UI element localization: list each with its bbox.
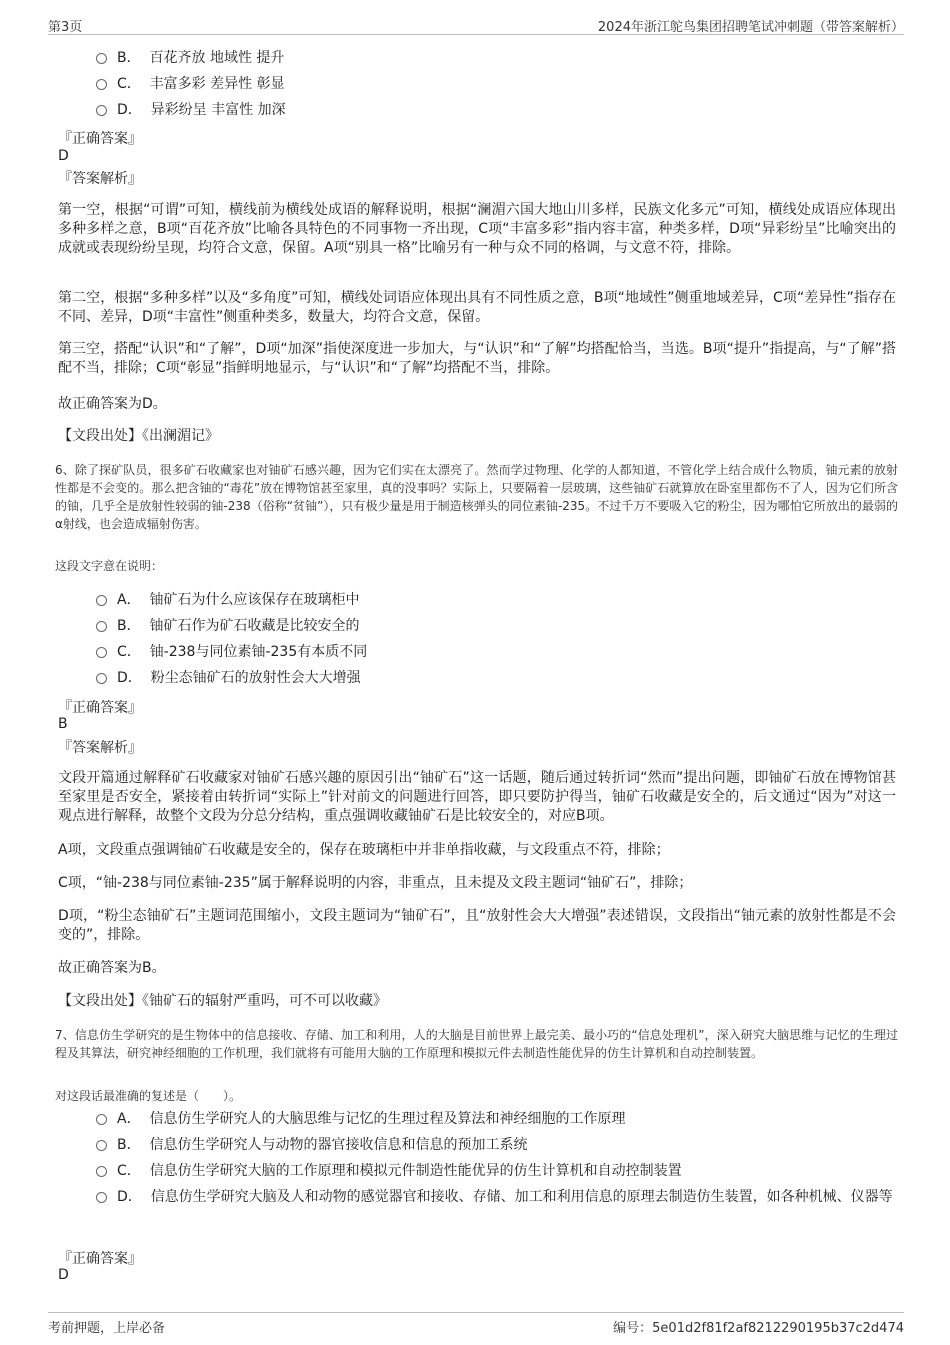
- q7-question: 对这段话最准确的复述是（ ）。: [55, 1089, 242, 1103]
- page-footer: [48, 1312, 904, 1337]
- q5-analysis-p1: 第一空，根据“可谓”可知，横线前为横线处成语的解释说明，根据“澜湄六国大地山川多样，民族文化多元”可知，横线处成语应体现出多种多样之意，B项“百花齐放”比喻各具特色的不同事物一齐出现，C项“丰富多彩”指内容丰富，种类多样，D项“异彩纷呈”比喻突出的成就或表现纷纷呈现，均符合文意，保留。A项“别具一格”比喻另有一种与众不同的格调，与文意不符，排除。: [58, 202, 896, 256]
- q7-answer-label: 『正确答案』: [58, 1251, 142, 1267]
- q7-option-a[interactable]: A． 信息仿生学研究人的大脑思维与记忆的生理过程及算法和神经细胞的工作原理: [96, 1109, 894, 1129]
- q6-analysis-p3: C项，“铀-238与同位素铀-235”属于解释说明的内容，非重点，且未提及文段主题词“铀矿石”，排除；: [58, 875, 693, 891]
- footer-slogan: 考前押题，上岸必备: [48, 1321, 166, 1336]
- page-header: [48, 14, 904, 35]
- q5-conclusion: 故正确答案为D。: [58, 396, 167, 412]
- q6-stem: 6、除了探矿队员，很多矿石收藏家也对铀矿石感兴趣，因为它们实在太漂亮了。然而学过物理、化学的人都知道，不管化学上结合成什么物质，铀元素的放射性都是不会变的。那么把含铀的“毒花”放在博物馆甚至家里，真的没事吗？实际上，只要隔着一层玻璃，这些铀矿石就算放在卧室里都伤不了人，因为它们所含的铀，几乎全是放射性较弱的铀-238（俗称“贫铀”），只有极少量是用于制造核弹头的同位素铀-235。不过千万不要吸入它的粉尘，因为哪怕它所放出的最弱的α射线，也会造成辐射伤害。: [55, 463, 898, 531]
- q7-option-b[interactable]: B． 信息仿生学研究人与动物的器官接收信息和信息的预加工系统: [96, 1135, 894, 1155]
- q6-source: 【文段出处】《铀矿石的辐射严重吗，可不可以收藏》: [58, 993, 387, 1009]
- q7-answer: D: [58, 1267, 69, 1283]
- q7-stem: 7、信息仿生学研究的是生物体中的信息接收、存储、加工和利用，人的大脑是目前世界上最完美、最小巧的“信息处理机”，深入研究大脑思维与记忆的生理过程及其算法，研究神经细胞的工作机理，我们就将有可能用大脑的工作原理和模拟元件去制造性能优异的仿生计算机和自动控制装置。: [55, 1028, 898, 1060]
- q6-option-b[interactable]: B． 铀矿石作为矿石收藏是比较安全的: [96, 616, 360, 636]
- q6-analysis-p4: D项，“粉尘态铀矿石”主题词范围缩小，文段主题词为“铀矿石”，且“放射性会大大增强”表述错误，文段指出“铀元素的放射性都是不会变的”，排除。: [58, 908, 896, 943]
- q6-option-c[interactable]: C． 铀-238与同位素铀-235有本质不同: [96, 642, 367, 662]
- q6-conclusion: 故正确答案为B。: [58, 960, 166, 976]
- radio-icon[interactable]: [96, 673, 107, 684]
- document-id: 编号：5e01d2f81f2af8212290195b37c2d474: [613, 1321, 904, 1336]
- radio-icon[interactable]: [96, 79, 107, 90]
- q7-option-c[interactable]: C． 信息仿生学研究大脑的工作原理和模拟元件制造性能优异的仿生计算机和自动控制装置: [96, 1161, 894, 1181]
- q5-source: 【文段出处】《出澜湄记》: [58, 428, 219, 444]
- radio-icon[interactable]: [96, 1140, 107, 1151]
- document-title: 2024年浙江鸵鸟集团招聘笔试冲刺题（带答案解析）: [597, 20, 904, 35]
- radio-icon[interactable]: [96, 1114, 107, 1125]
- radio-icon[interactable]: [96, 1166, 107, 1177]
- q5-answer: D: [58, 148, 69, 164]
- q5-analysis-p2: 第二空，根据“多种多样”以及“多角度”可知，横线处词语应体现出具有不同性质之意，B项“地域性”侧重地域差异，C项“差异性”指存在不同、差异，D项“丰富性”侧重种类多，数量大，均符合文意，保留。: [58, 290, 896, 325]
- q5-option-c[interactable]: C． 丰富多彩 差异性 彰显: [96, 74, 285, 94]
- q5-option-d[interactable]: D． 异彩纷呈 丰富性 加深: [96, 100, 286, 120]
- q5-option-b[interactable]: B． 百花齐放 地域性 提升: [96, 48, 284, 68]
- radio-icon[interactable]: [96, 1192, 107, 1203]
- q6-analysis-p2: A项，文段重点强调铀矿石收藏是安全的，保存在玻璃柜中并非单指收藏，与文段重点不符，排除；: [58, 842, 670, 858]
- q6-question: 这段文字意在说明：: [55, 559, 164, 573]
- page-number: 第3页: [48, 20, 83, 35]
- q6-analysis-label: 『答案解析』: [58, 740, 142, 756]
- q7-option-d[interactable]: D． 信息仿生学研究大脑及人和动物的感觉器官和接收、存储、加工和利用信息的原理去制造仿生装置，如各种机械、仪器等: [96, 1187, 894, 1207]
- radio-icon[interactable]: [96, 621, 107, 632]
- radio-icon[interactable]: [96, 53, 107, 64]
- q6-answer-label: 『正确答案』: [58, 700, 142, 716]
- q6-analysis-p1: 文段开篇通过解释矿石收藏家对铀矿石感兴趣的原因引出“铀矿石”这一话题，随后通过转折词“然而”提出问题，即铀矿石放在博物馆甚至家里是否安全，紧接着由转折词“实际上”针对前文的问题进行回答，即只要防护得当，铀矿石收藏是安全的，后文通过“因为”对这一观点进行解释，故整个文段为分总分结构，重点强调收藏铀矿石是比较安全的，对应B项。: [58, 770, 896, 824]
- q5-answer-label: 『正确答案』: [58, 131, 142, 147]
- q5-analysis-p3: 第三空，搭配“认识”和“了解”，D项“加深”指使深度进一步加大，与“认识”和“了解”均搭配恰当，当选。B项“提升”指提高，与“了解”搭配不当，排除；C项“彰显”指鲜明地显示，与“认识”和“了解”均搭配不当，排除。: [58, 341, 896, 376]
- q6-answer: B: [58, 716, 68, 732]
- q6-option-a[interactable]: A． 铀矿石为什么应该保存在玻璃柜中: [96, 590, 359, 610]
- radio-icon[interactable]: [96, 647, 107, 658]
- radio-icon[interactable]: [96, 105, 107, 116]
- radio-icon[interactable]: [96, 595, 107, 606]
- q6-option-d[interactable]: D． 粉尘态铀矿石的放射性会大大增强: [96, 668, 361, 688]
- q5-analysis-label: 『答案解析』: [58, 171, 142, 187]
